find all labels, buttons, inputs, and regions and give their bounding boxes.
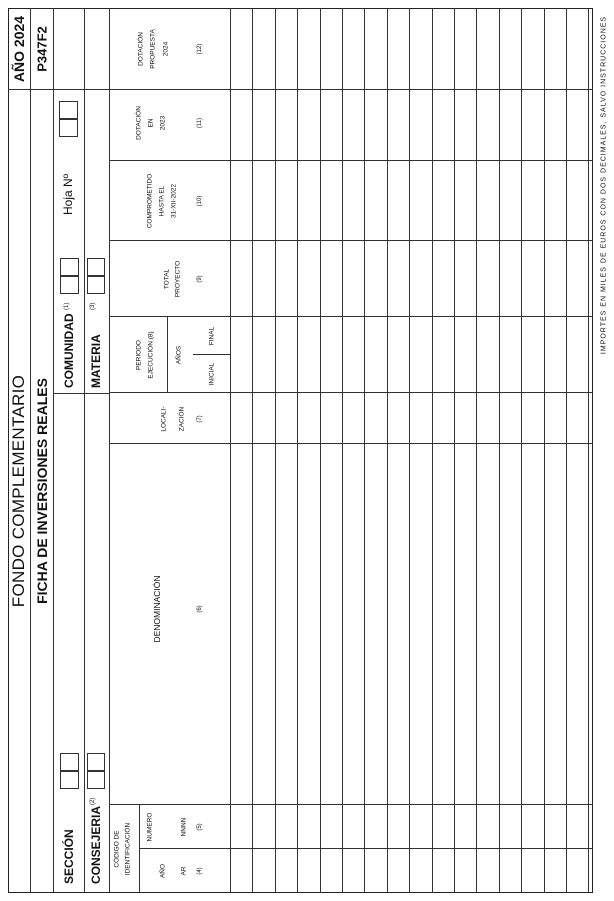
denominacion-header: DENOMINACIÓN bbox=[152, 575, 162, 643]
materia-box-2[interactable] bbox=[87, 258, 105, 276]
denominacion-ref: (6) bbox=[197, 605, 203, 613]
ano-header: AÑO bbox=[159, 863, 167, 879]
comunidad-label: COMUNIDAD bbox=[62, 313, 76, 388]
year-label: AÑO 2024 bbox=[11, 15, 27, 83]
total-ref: (9) bbox=[197, 275, 203, 283]
materia-label: MATERIA bbox=[89, 334, 103, 388]
dotacion-en-header-3: 2023 bbox=[159, 115, 167, 131]
localizacion-ref: (7) bbox=[197, 415, 203, 423]
comunidad-box-2[interactable] bbox=[60, 258, 79, 276]
consejeria-rule bbox=[109, 8, 110, 893]
numero-value: NNNN bbox=[180, 817, 188, 837]
form-code: P347F2 bbox=[34, 26, 50, 72]
year-separator bbox=[8, 89, 53, 90]
table-row-line bbox=[342, 8, 343, 893]
numero-header: NUMERO bbox=[146, 812, 154, 842]
dotacion-en-header-2: EN bbox=[147, 118, 155, 128]
seccion-box-1[interactable] bbox=[60, 771, 79, 789]
dotacion-en-header-1: DOTACIÓN bbox=[135, 106, 143, 140]
consejeria-ref: (2) bbox=[90, 797, 96, 805]
table-row-line bbox=[544, 8, 545, 893]
seccion-rule bbox=[84, 8, 85, 893]
subtitle-rule bbox=[53, 8, 54, 893]
comunidad-separator bbox=[53, 393, 109, 394]
dotacion-en-ref: (11) bbox=[197, 117, 203, 129]
periodo-header-1: PERIODO bbox=[135, 340, 143, 370]
periodo-group-rule bbox=[167, 317, 168, 393]
comprometido-ref: (10) bbox=[197, 195, 203, 207]
dotacion-prop-header-1: DOTACIÓN bbox=[137, 32, 145, 66]
consejeria-box-1[interactable] bbox=[87, 771, 105, 789]
table-row-line bbox=[499, 8, 500, 893]
table-row-line bbox=[588, 8, 589, 893]
periodo-header-2: EJECUCIÓN (8) bbox=[147, 331, 155, 379]
header-bottom-rule bbox=[230, 8, 231, 893]
table-row-line bbox=[454, 8, 455, 893]
title-rule bbox=[30, 8, 31, 893]
materia-box-1[interactable] bbox=[87, 276, 105, 294]
table-row-line bbox=[521, 8, 522, 893]
codigo-group-divider bbox=[109, 804, 139, 805]
table-row-line bbox=[566, 8, 567, 893]
localizacion-header-1: LOCALI- bbox=[160, 406, 168, 432]
numero-ref: (5) bbox=[197, 823, 203, 831]
seccion-box-2[interactable] bbox=[60, 753, 79, 771]
table-row-line bbox=[409, 8, 410, 893]
table-row-line bbox=[297, 8, 298, 893]
table-row-line bbox=[476, 8, 477, 893]
dotacion-prop-ref: (12) bbox=[197, 43, 203, 55]
form-subtitle: FICHA DE INVERSIONES REALES bbox=[34, 378, 50, 604]
codigo-group-rule bbox=[139, 805, 140, 893]
table-row-line bbox=[320, 8, 321, 893]
comunidad-box-1[interactable] bbox=[60, 276, 79, 294]
table-row-line bbox=[275, 8, 276, 893]
sheet-separator bbox=[53, 89, 109, 90]
footer-note: IMPORTES EN MILES DE EUROS CON DOS DECIMALES, SALVO INSTRUCCIONES bbox=[600, 15, 608, 355]
total-header-2: PROYECTO bbox=[174, 260, 182, 298]
codigo-header-1: CÓDIGO DE bbox=[113, 830, 121, 868]
seccion-label: SECCIÓN bbox=[62, 829, 76, 884]
sheet-box-1[interactable] bbox=[59, 119, 78, 137]
comunidad-ref: (1) bbox=[64, 302, 70, 310]
ano-value: AR bbox=[180, 866, 188, 876]
ano-ref: (4) bbox=[197, 867, 203, 875]
comprometido-header-2: HASTA EL bbox=[158, 185, 166, 217]
column-divider bbox=[139, 848, 593, 849]
dotacion-prop-header-2: PROPUESTA bbox=[149, 29, 157, 69]
comprometido-header-1: COMPROMETIDO bbox=[146, 173, 154, 229]
table-row-line bbox=[364, 8, 365, 893]
comprometido-header-3: 31-XII-2022 bbox=[170, 184, 178, 218]
consejeria-label: CONSEJERIA bbox=[89, 805, 103, 884]
total-header-1: TOTAL bbox=[163, 268, 171, 290]
table-row-line bbox=[432, 8, 433, 893]
materia-ref: (3) bbox=[90, 302, 96, 310]
dotacion-prop-header-3: 2024 bbox=[162, 41, 170, 57]
column-divider bbox=[139, 804, 593, 805]
sheet-box-2[interactable] bbox=[59, 101, 78, 119]
anos-header: AÑOS bbox=[175, 345, 183, 365]
codigo-header-2: IDENTIFICACIÓN bbox=[124, 822, 132, 876]
inicial-final-split bbox=[193, 354, 230, 355]
inicial-header: INICIAL bbox=[208, 362, 216, 386]
form-title: FONDO COMPLEMENTARIO bbox=[9, 374, 28, 608]
consejeria-box-2[interactable] bbox=[87, 753, 105, 771]
final-header: FINAL bbox=[208, 326, 216, 346]
table-row-line bbox=[252, 8, 253, 893]
sheet-label: Hoja Nº bbox=[61, 173, 75, 215]
localizacion-header-2: ZACIÓN bbox=[178, 406, 186, 432]
table-row-line bbox=[387, 8, 388, 893]
